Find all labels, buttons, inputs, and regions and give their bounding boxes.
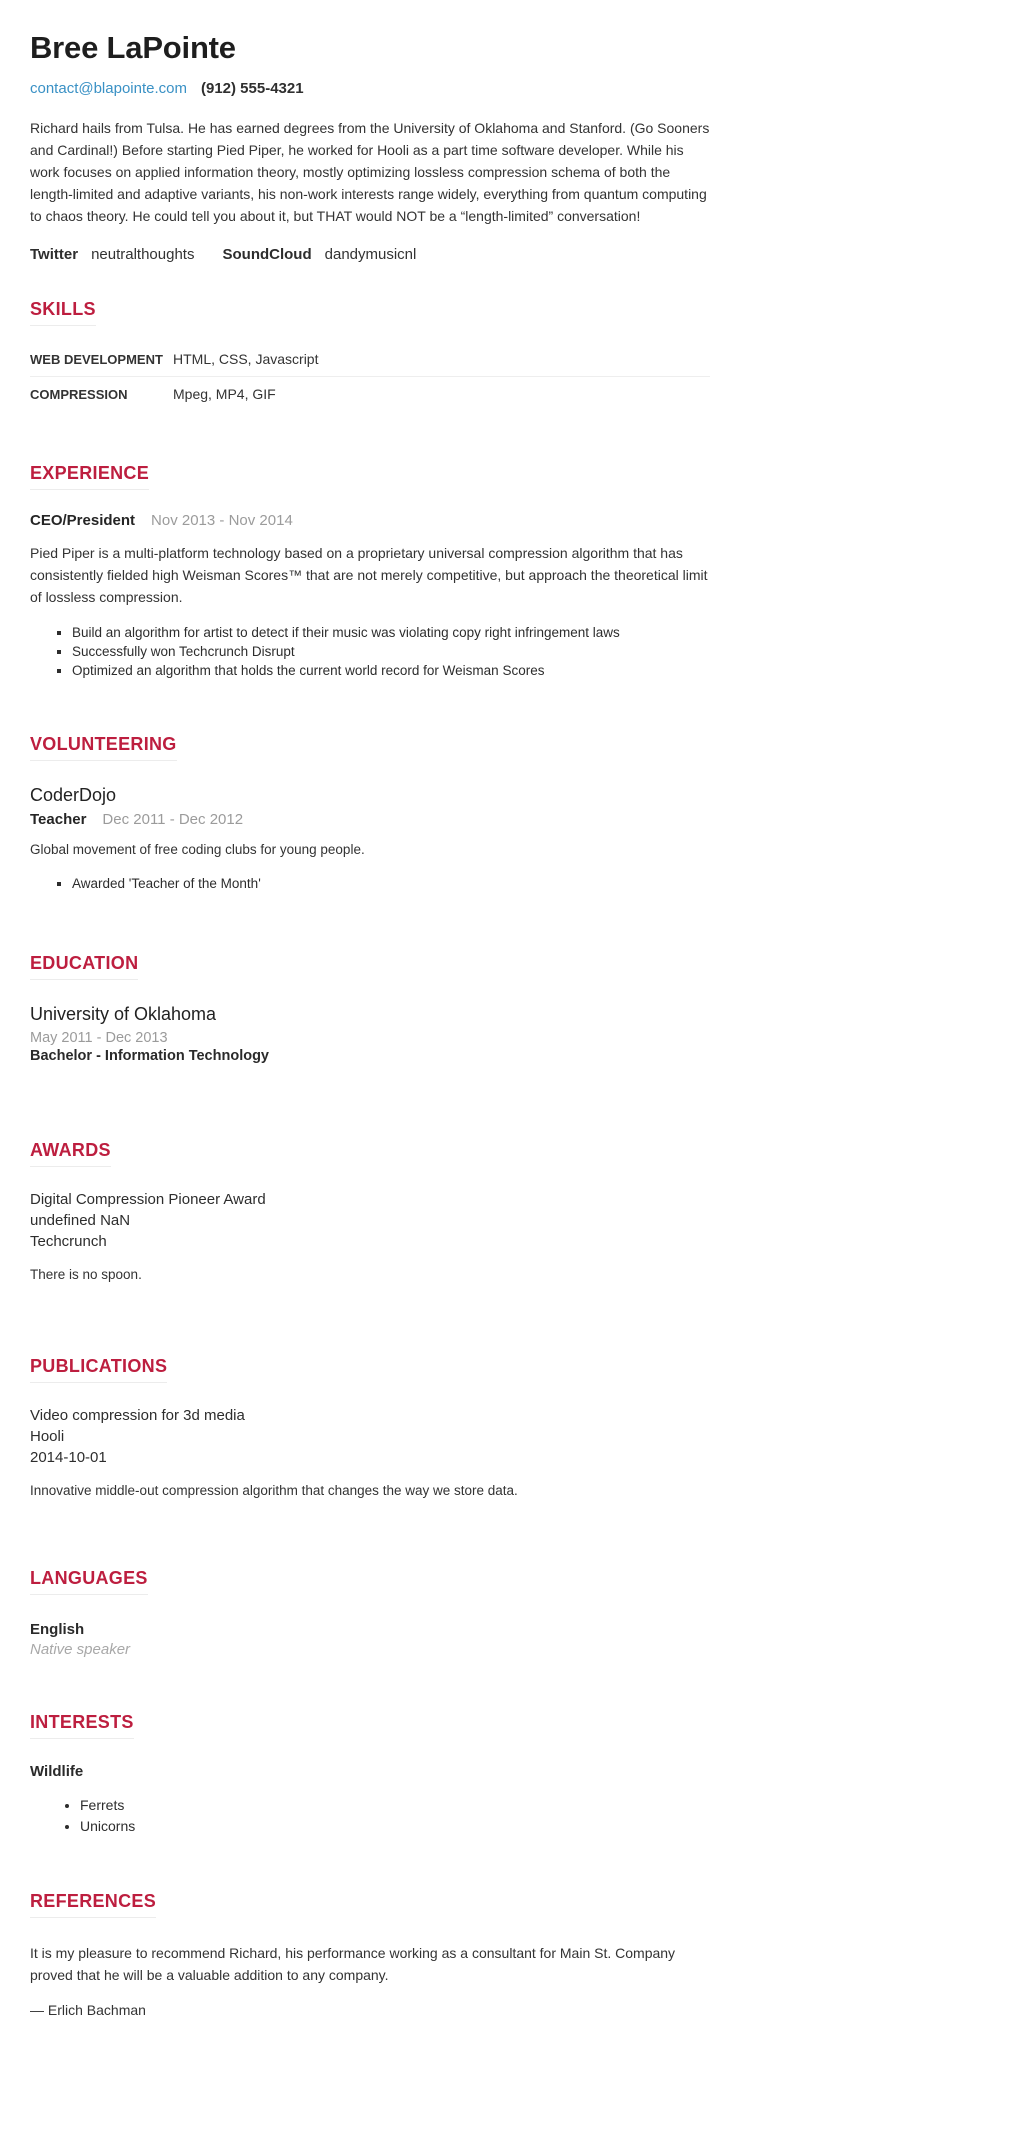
publication-name: Video compression for 3d media <box>30 1407 245 1424</box>
skills-table <box>30 342 710 411</box>
interest-keywords-list <box>30 1795 710 1837</box>
education-institution: University of Oklahoma <box>30 1004 217 1024</box>
reference-text: It is my pleasure to recommend Richard, his performance working as a consultant for Main St. Company proved that he will be a valuable addition to any company. <box>30 1945 676 1983</box>
skill-row <box>30 377 710 411</box>
award-awarder: Techcrunch <box>30 1233 107 1250</box>
interest-keyword: • Unicorns <box>80 1816 710 1837</box>
section-skills <box>30 299 710 411</box>
job-highlight: ▪ Optimized an algorithm that holds the current world record for Weisman Scores <box>72 661 710 680</box>
job-highlights-list <box>30 623 710 680</box>
skill-keywords: Mpeg, MP4, GIF <box>173 386 276 402</box>
language-fluency: Native speaker <box>30 1641 131 1658</box>
twitter-username: neutralthoughts <box>91 246 195 263</box>
references-title: REFERENCES <box>30 1891 156 1918</box>
social-profiles-row <box>30 246 710 263</box>
twitter-profile <box>30 246 194 263</box>
skill-name: COMPRESSION <box>30 387 128 402</box>
section-volunteering <box>30 734 710 893</box>
awards-title: AWARDS <box>30 1140 111 1167</box>
publication-date: 2014-10-01 <box>30 1449 107 1466</box>
volunteering-title: VOLUNTEERING <box>30 734 177 761</box>
interest-name: Wildlife <box>30 1763 84 1780</box>
skill-row <box>30 342 710 377</box>
job-dates: Nov 2013 - Nov 2014 <box>151 512 293 529</box>
volunteer-dates: Dec 2011 - Dec 2012 <box>102 811 244 828</box>
education-degree: Bachelor - Information Technology <box>30 1048 269 1064</box>
contact-row <box>30 80 710 97</box>
section-interests <box>30 1712 710 1837</box>
education-title: EDUCATION <box>30 953 138 980</box>
section-education <box>30 953 710 1064</box>
award-summary: There is no spoon. <box>30 1267 142 1282</box>
publications-title: PUBLICATIONS <box>30 1356 167 1383</box>
section-publications <box>30 1356 710 1500</box>
languages-title: LANGUAGES <box>30 1568 148 1595</box>
reference-signature: — Erlich Bachman <box>30 2002 146 2018</box>
experience-title: EXPERIENCE <box>30 463 149 490</box>
volunteer-organization: CoderDojo <box>30 785 117 805</box>
education-dates: May 2011 - Dec 2013 <box>30 1030 168 1046</box>
publication-summary: Innovative middle-out compression algorithm that changes the way we store data. <box>30 1483 518 1498</box>
volunteer-highlights-list <box>30 874 710 893</box>
section-references <box>30 1891 710 2018</box>
award-details <box>30 1189 710 1252</box>
interest-keyword: • Ferrets <box>80 1795 710 1816</box>
volunteer-highlight: ▪ Awarded 'Teacher of the Month' <box>72 874 710 893</box>
section-awards <box>30 1140 710 1284</box>
profile-summary: Richard hails from Tulsa. He has earned degrees from the University of Oklahoma and Stanford. (Go Sooners and Cardinal!) Before starting Pied Piper, he worked for Hooli as a part time software developer. While his work focuses on applied information theory, mostly optimizing lossless compression schema of both the length-limited and adaptive variants, his non-work interests range widely, everything from quantum computing to chaos theory. He could tell you about it, but THAT would NOT be a “length-limited” conversation! <box>30 120 710 224</box>
phone-number: (912) 555-4321 <box>200 80 304 97</box>
job-highlight: ▪ Successfully won Techcrunch Disrupt <box>72 642 710 661</box>
award-name: Digital Compression Pioneer Award <box>30 1191 266 1208</box>
job-summary: Pied Piper is a multi-platform technology based on a proprietary universal compression algorithm that has consistently fielded high Weisman Scores™ that are not merely competitive, but approach the theoretical limit of lossless compression. <box>30 545 708 605</box>
interests-title: INTERESTS <box>30 1712 134 1739</box>
section-languages <box>30 1568 710 1658</box>
award-date: undefined NaN <box>30 1212 131 1229</box>
resume-header <box>30 30 710 263</box>
section-experience <box>30 463 710 680</box>
volunteer-summary: Global movement of free coding clubs for young people. <box>30 842 365 857</box>
volunteer-position: Teacher <box>30 811 87 828</box>
soundcloud-username-link[interactable]: dandymusicnl <box>324 246 417 263</box>
resume-document <box>30 30 710 2018</box>
job-highlight: ▪ Build an algorithm for artist to detect if their music was violating copy right infringement laws <box>72 623 710 642</box>
soundcloud-network-label: SoundCloud <box>222 246 312 263</box>
skills-title: SKILLS <box>30 299 96 326</box>
publication-details <box>30 1405 710 1468</box>
publication-publisher: Hooli <box>30 1428 65 1445</box>
job-header <box>30 512 710 529</box>
twitter-network-label: Twitter <box>30 246 79 263</box>
job-position: CEO/President <box>30 512 136 529</box>
candidate-name: Bree LaPointe <box>30 30 236 65</box>
soundcloud-profile <box>222 246 416 263</box>
language-name: English <box>30 1621 85 1638</box>
skill-keywords: HTML, CSS, Javascript <box>173 351 319 367</box>
volunteer-header <box>30 811 710 828</box>
skill-name: WEB DEVELOPMENT <box>30 352 163 367</box>
email-link[interactable]: contact@blapointe.com <box>30 80 187 97</box>
